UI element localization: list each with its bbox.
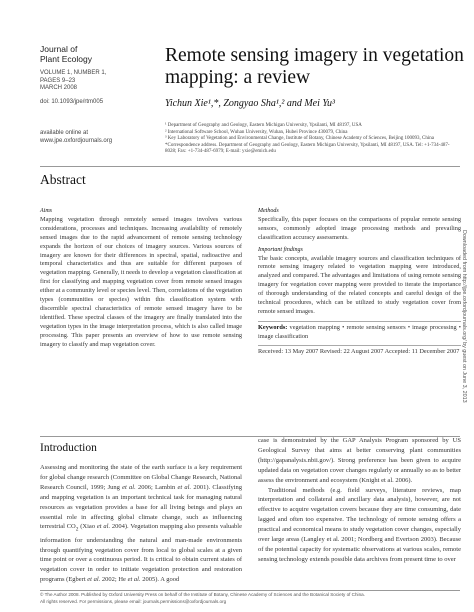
affiliation-3: ³ Key Laboratory of Vegetation and Environmental Change, Institute of Botany, Chinese Academy of Sciences, Beijing 100093, China [165, 136, 434, 142]
authors: Yichun Xie¹,*, Zongyao Sha¹,² and Mei Yu³ [165, 98, 336, 109]
permissions: All rights reserved. For permissions, please email: journals.permissions@oxfordjournals.org [40, 598, 227, 604]
abstract-left-column [40, 207, 242, 350]
journal-url[interactable]: www.jpe.oxfordjournals.org [40, 137, 113, 144]
methods-label: Methods [258, 208, 279, 214]
findings-text: The basic concepts, available imagery sources and classification techniques of remote sensing imagery related to vegetation mapping were introduced, analyzed and compared. The advantages and limitations of using remote sensing imagery for vegetation cover mapping were provided to iterate the importance of thorough understanding of the related concepts and careful design of the technical procedures, which can be utilized to study vegetation cover from remote sensed images. [258, 254, 461, 315]
methods-text: Specifically, this paper focuses on the comparisons of popular remote sensing sensors, commonly adopted image processing methods and prevailing classification accuracy assessments. [258, 215, 461, 241]
journal-name: Journal of Plant Ecology [40, 44, 92, 64]
available-online: available online at [40, 130, 89, 137]
intro-left-text: Assessing and monitoring the state of the earth surface is a key requirement for global change research (Committee on Global Change Research, National Research Council, 1999; Jung et al. 2006; Lambin et al. 2001). Classifying and mapping vegetation is an important technical task for managing natural resources as vegetation provides a base for all living beings and plays an essential role in affecting global climate change, such as influencing terrestrial $CO_2$ (Xiao et al. 2004). Vegetation mapping also presents valuable information for understanding the natural and man-made environments through quantifying vegetation cover from local to global scales at a given time point or over a continuous period. It is critical to obtain current states of vegetation cover in order to initiate vegetation protection and restoration programs (Egbert et al. 2002; He et al. 2005). A good [40, 464, 242, 584]
download-watermark: Downloaded from http://jpe.oxfordjournals.org/ by guest on June 3, 2013 [461, 230, 467, 403]
keywords-label: Keywords: [258, 323, 288, 331]
keywords-text: vegetation mapping • remote sensing sensors • image processing • image classification [258, 323, 461, 340]
intro-right-p1: case is demonstrated by the GAP Analysis Program sponsored by US Geological Survey that aims at better conserving plant communities (http://gapanalysis.nbii.gov/). Strong preference has been given to acquire updated data on vegetation cover changes regularly or annually so as to better assess the environment and ecosystem (Knight et al. 2006). [258, 437, 461, 484]
footer-divider [40, 590, 460, 591]
intro-right-column [258, 436, 461, 565]
affiliation-2: ² International Software School, Wuhan University, Wuhan, Hubei Province 430079, China [165, 129, 348, 135]
keywords [258, 324, 461, 342]
affiliations [165, 123, 455, 156]
aims-label: Aims [40, 208, 52, 214]
volume: VOLUME 1, NUMBER 1, [40, 70, 107, 76]
findings-label: Important findings [258, 246, 303, 253]
abstract-right-column [258, 207, 461, 357]
keywords-divider [258, 321, 461, 322]
copyright: © The Author 2008. Published by Oxford University Press on behalf of the Institute of Botany, Chinese Academy of Sciences and the Botanical Society of China. [40, 592, 365, 597]
divider [40, 166, 460, 167]
abstract-heading: Abstract [40, 172, 86, 187]
introduction-heading: Introduction [40, 442, 97, 454]
received-dates: Received: 13 May 2007 Revised: 22 August 2007 Accepted: 11 December 2007 [258, 347, 460, 355]
footer [40, 592, 460, 605]
doi: doi: 10.1093/jpe/rtm005 [40, 98, 104, 105]
affiliation-1: ¹ Department of Geography and Geology, Eastern Michigan University, Ypsilanti, MI 48197, USA [165, 123, 362, 128]
pages: PAGES 9–23 [40, 77, 76, 84]
intro-right-p2: Traditional methods (e.g. field surveys, literature reviews, map interpretation and collateral and ancillary data analysis), however, are not effective to acquire vegetation covers because they are time consuming, date lagged and often too expensive. The technology of remote sensing offers a practical and economical means to study vegetation cover changes, especially over large areas (Langley et al. 2001; Nordberg and Evertson 2003). Because of the potential capacity for systematic observations at various scales, remote sensing technology extends possible data archives from present time to over [258, 486, 461, 563]
intro-left-column [40, 463, 242, 585]
journal-info [40, 44, 158, 146]
received-divider [258, 345, 461, 346]
aims-text: Mapping vegetation through remotely sensed images involves various considerations, processes and techniques. Increasing availability of remotely sensed images due to the rapid advancement of remote sensing technology expands the horizon of our choices of imagery sources. Various sources of imagery are known for their differences in spectral, spatial, radioactive and temporal characteristics and thus are suitable for different purposes of vegetation mapping. Generally, it needs to develop a vegetation classification at first for classifying and mapping vegetation cover from remote sensed images either at a community level or species level. Then, correlations of the vegetation types (communities or species) within this classification system with discernible spectral characteristics of remote sensed imagery have to be identified. These spectral classes of the imagery are finally translated into the vegetation types in the image interpretation process, which is also called image processing. This paper presents an overview of how to use remote sensing imagery to classify and map vegetation cover. [40, 215, 243, 348]
correspondence: *Correspondence address. Department of Geography and Geology, Eastern Michigan University, Ypsilanti, MI 48197, USA. Tel: +1-734-487-8028; Fax: +1-734-487-6979; E-mail: yxie@emich.edu [165, 142, 450, 155]
date: MARCH 2008 [40, 85, 78, 92]
article-title: Remote sensing imagery in vegetation mapping: a review [165, 45, 464, 88]
